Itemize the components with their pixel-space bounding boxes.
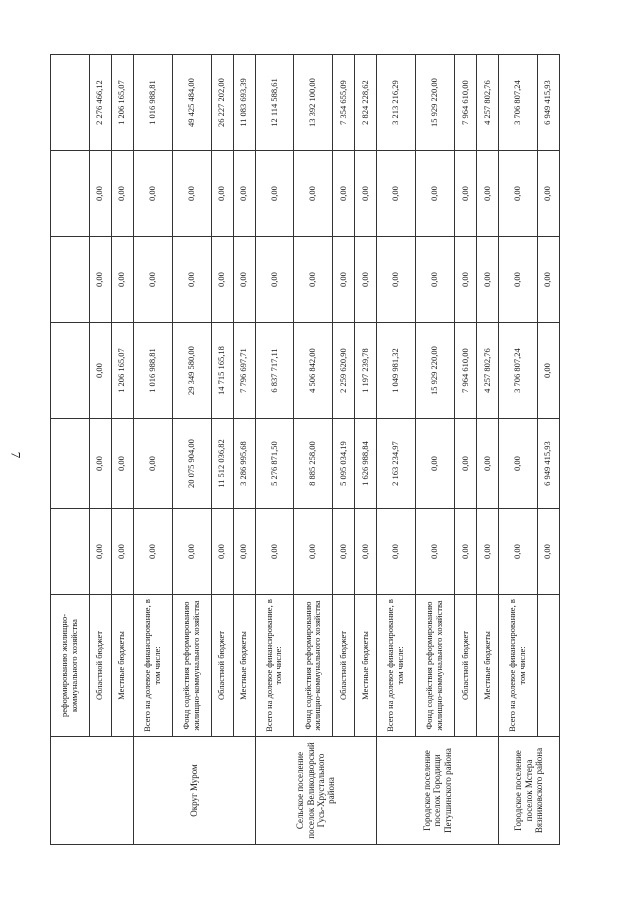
amount-value-cell: 0,00 [255, 509, 294, 595]
rotated-table-container [50, 55, 560, 845]
table-row [111, 55, 133, 845]
amount-value-cell [51, 237, 90, 323]
source-label-cell: Местные бюджеты [355, 595, 377, 737]
territory-cell [51, 737, 134, 845]
amount-value-cell: 0,00 [294, 237, 333, 323]
amount-value-cell: 1 197 239,78 [355, 323, 377, 419]
total-value-cell [51, 55, 90, 151]
amount-value-cell: 0,00 [211, 509, 233, 595]
amount-value-cell: 0,00 [333, 237, 355, 323]
total-value-cell: 13 392 100,00 [294, 55, 333, 151]
total-value-cell: 7 964 610,00 [454, 55, 476, 151]
amount-value-cell: 0,00 [355, 237, 377, 323]
table-row [211, 55, 233, 845]
amount-value-cell: 0,00 [89, 237, 111, 323]
source-label-cell: Фонд содействия реформированию жилищно-коммунального хозяйства [294, 595, 333, 737]
amount-value-cell: 0,00 [377, 151, 416, 237]
amount-value-cell: 6 949 415,93 [537, 419, 559, 509]
amount-value-cell [51, 419, 90, 509]
amount-value-cell: 0,00 [537, 151, 559, 237]
total-value-cell: 1 016 988,81 [133, 55, 172, 151]
total-value-cell: 3 213 216,29 [377, 55, 416, 151]
amount-value-cell: 1 626 988,84 [355, 419, 377, 509]
amount-value-cell: 0,00 [233, 509, 255, 595]
amount-value-cell: 0,00 [133, 509, 172, 595]
source-label-cell: Местные бюджеты [476, 595, 498, 737]
total-value-cell: 1 206 165,07 [111, 55, 133, 151]
amount-value-cell: 0,00 [537, 237, 559, 323]
amount-value-cell: 0,00 [89, 323, 111, 419]
amount-value-cell: 0,00 [255, 237, 294, 323]
amount-value-cell: 0,00 [233, 237, 255, 323]
table-row [333, 55, 355, 845]
total-value-cell: 15 929 220,00 [416, 55, 455, 151]
source-label-cell [537, 595, 559, 737]
amount-value-cell: 0,00 [133, 419, 172, 509]
amount-value-cell: 0,00 [172, 509, 211, 595]
source-label-cell: Областной бюджет [454, 595, 476, 737]
amount-value-cell: 11 512 036,82 [211, 419, 233, 509]
funding-table [50, 54, 560, 845]
amount-value-cell: 0,00 [211, 237, 233, 323]
page-number: 7 [8, 451, 24, 459]
source-label-cell: Всего на долевое финансирование, в том числе: [377, 595, 416, 737]
amount-value-cell: 0,00 [377, 237, 416, 323]
amount-value-cell: 0,00 [537, 323, 559, 419]
table-row [233, 55, 255, 845]
amount-value-cell: 0,00 [416, 151, 455, 237]
amount-value-cell: 0,00 [498, 509, 537, 595]
amount-value-cell: 5 276 871,50 [255, 419, 294, 509]
amount-value-cell: 0,00 [172, 151, 211, 237]
amount-value-cell: 0,00 [416, 509, 455, 595]
amount-value-cell [51, 509, 90, 595]
amount-value-cell: 15 929 220,00 [416, 323, 455, 419]
amount-value-cell: 1 049 981,32 [377, 323, 416, 419]
amount-value-cell: 2 163 234,97 [377, 419, 416, 509]
territory-cell: Городское поселение поселок Городищи Петушинского района [377, 737, 499, 845]
amount-value-cell: 0,00 [89, 419, 111, 509]
amount-value-cell: 0,00 [498, 237, 537, 323]
amount-value-cell: 0,00 [111, 419, 133, 509]
amount-value-cell: 0,00 [89, 509, 111, 595]
amount-value-cell: 8 885 258,00 [294, 419, 333, 509]
amount-value-cell: 0,00 [476, 237, 498, 323]
source-label-cell: Всего на долевое финансирование, в том числе: [498, 595, 537, 737]
source-label-cell: реформированию жилищно-коммунального хозяйства [51, 595, 90, 737]
total-value-cell: 7 354 655,09 [333, 55, 355, 151]
amount-value-cell: 1 206 165,07 [111, 323, 133, 419]
amount-value-cell: 0,00 [111, 237, 133, 323]
source-label-cell: Местные бюджеты [111, 595, 133, 737]
amount-value-cell: 0,00 [355, 151, 377, 237]
total-value-cell: 2 276 466,12 [89, 55, 111, 151]
amount-value-cell: 1 016 988,81 [133, 323, 172, 419]
amount-value-cell: 14 715 165,18 [211, 323, 233, 419]
table-row [255, 55, 294, 845]
amount-value-cell: 0,00 [255, 151, 294, 237]
amount-value-cell: 0,00 [416, 419, 455, 509]
table-row [294, 55, 333, 845]
source-label-cell: Фонд содействия реформированию жилищно-коммунального хозяйства [416, 595, 455, 737]
table-row [355, 55, 377, 845]
amount-value-cell: 0,00 [498, 419, 537, 509]
source-label-cell: Всего на долевое финансирование, в том числе: [255, 595, 294, 737]
table-row [89, 55, 111, 845]
source-label-cell: Областной бюджет [211, 595, 233, 737]
amount-value-cell: 0,00 [233, 151, 255, 237]
amount-value-cell: 0,00 [454, 151, 476, 237]
table-row [133, 55, 172, 845]
total-value-cell: 2 824 228,62 [355, 55, 377, 151]
amount-value-cell: 0,00 [111, 151, 133, 237]
source-label-cell: Местные бюджеты [233, 595, 255, 737]
amount-value-cell: 0,00 [211, 151, 233, 237]
amount-value-cell: 0,00 [294, 151, 333, 237]
table-row [416, 55, 455, 845]
amount-value-cell: 5 095 034,19 [333, 419, 355, 509]
amount-value-cell: 0,00 [133, 237, 172, 323]
total-value-cell: 3 706 807,24 [498, 55, 537, 151]
amount-value-cell: 4 257 802,76 [476, 323, 498, 419]
amount-value-cell: 0,00 [476, 419, 498, 509]
amount-value-cell: 0,00 [111, 509, 133, 595]
territory-cell: Округ Муром [133, 737, 255, 845]
amount-value-cell: 7 796 697,71 [233, 323, 255, 419]
amount-value-cell: 0,00 [377, 509, 416, 595]
amount-value-cell: 3 286 995,68 [233, 419, 255, 509]
source-label-cell: Областной бюджет [89, 595, 111, 737]
amount-value-cell: 0,00 [537, 509, 559, 595]
amount-value-cell: 0,00 [333, 509, 355, 595]
amount-value-cell: 0,00 [454, 419, 476, 509]
amount-value-cell: 0,00 [294, 509, 333, 595]
amount-value-cell: 2 259 620,90 [333, 323, 355, 419]
table-row [454, 55, 476, 845]
amount-value-cell: 4 506 842,00 [294, 323, 333, 419]
source-label-cell: Всего на долевое финансирование, в том числе: [133, 595, 172, 737]
amount-value-cell: 6 837 717,11 [255, 323, 294, 419]
amount-value-cell: 0,00 [476, 151, 498, 237]
amount-value-cell: 0,00 [454, 509, 476, 595]
source-label-cell: Областной бюджет [333, 595, 355, 737]
total-value-cell: 4 257 802,76 [476, 55, 498, 151]
source-label-cell: Фонд содействия реформированию жилищно-коммунального хозяйства [172, 595, 211, 737]
total-value-cell: 11 083 693,39 [233, 55, 255, 151]
territory-cell: Городское поселение поселок Мстера Вязниковского района [498, 737, 559, 845]
amount-value-cell [51, 151, 90, 237]
total-value-cell: 6 949 415,93 [537, 55, 559, 151]
amount-value-cell: 0,00 [476, 509, 498, 595]
amount-value-cell: 0,00 [454, 237, 476, 323]
amount-value-cell: 20 075 904,00 [172, 419, 211, 509]
amount-value-cell: 0,00 [172, 237, 211, 323]
amount-value-cell: 7 964 610,00 [454, 323, 476, 419]
total-value-cell: 12 114 588,61 [255, 55, 294, 151]
table-row [51, 55, 90, 845]
amount-value-cell: 29 349 580,00 [172, 323, 211, 419]
territory-cell: Сельское поселение поселок Великодворский Гусь-Хрустального района [255, 737, 377, 845]
amount-value-cell: 0,00 [416, 237, 455, 323]
table-row [377, 55, 416, 845]
amount-value-cell: 0,00 [89, 151, 111, 237]
table-row [476, 55, 498, 845]
amount-value-cell: 0,00 [333, 151, 355, 237]
table-row [172, 55, 211, 845]
amount-value-cell: 3 706 807,24 [498, 323, 537, 419]
total-value-cell: 26 227 202,00 [211, 55, 233, 151]
amount-value-cell: 0,00 [133, 151, 172, 237]
table-row [498, 55, 537, 845]
table-row [537, 55, 559, 845]
amount-value-cell: 0,00 [498, 151, 537, 237]
amount-value-cell [51, 323, 90, 419]
total-value-cell: 49 425 484,00 [172, 55, 211, 151]
amount-value-cell: 0,00 [355, 509, 377, 595]
